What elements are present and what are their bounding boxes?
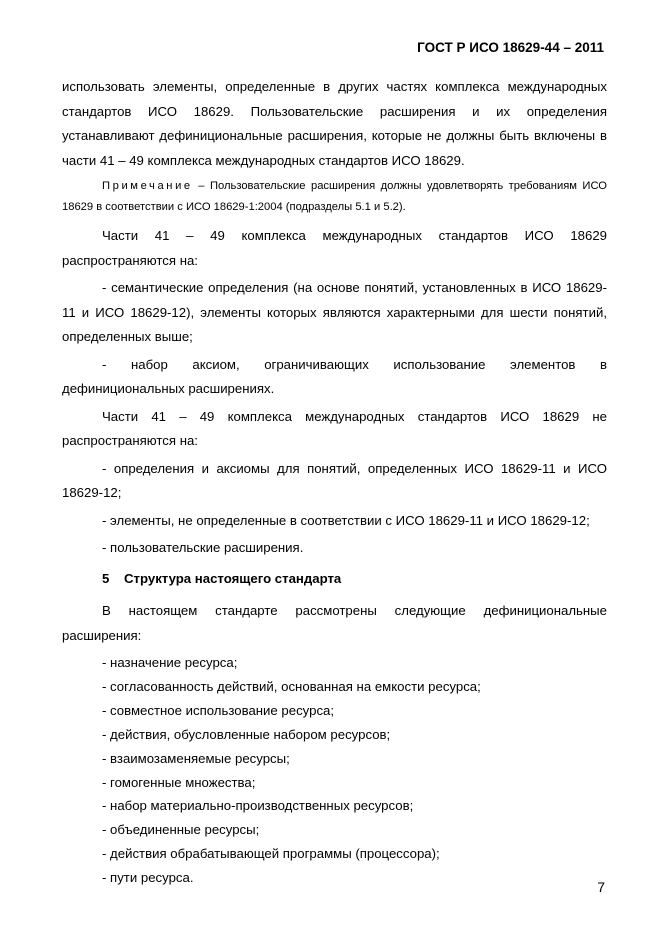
document-header: ГОСТ Р ИСО 18629-44 – 2011 [417,40,604,55]
section-title: Структура настоящего стандарта [124,570,342,586]
scope-out-item: - определения и аксиомы для понятий, определенных ИСО 18629-11 и ИСО 18629-12; [62,460,607,500]
section-intro: В настоящем стандарте рассмотрены следующие дефинициональные расширения: [62,603,607,643]
note [62,176,607,218]
list-item: - объединенные ресурсы; [102,822,260,838]
list-item: - совместное использование ресурса; [102,702,335,718]
scope-out-item: - элементы, не определенные в соответствии с ИСО 18629-11 и ИСО 18629-12; [102,512,590,528]
page-content [62,75,607,890]
list-item: - действия обрабатывающей программы (процессора); [102,846,440,862]
scope-in-item: - набор аксиом, ограничивающих использование элементов в дефинициональных расширениях. [62,356,607,396]
section-heading [62,567,607,592]
list-item: - назначение ресурса; [102,655,238,670]
scope-in-item: - семантические определения (на основе понятий, установленных в ИСО 18629-11 и ИСО 18629-12), элементы которых являются характерными для шести понятий, определенных выше; [62,280,607,344]
page-number: 7 [597,879,605,895]
scope-out-item: - пользовательские расширения. [102,540,304,555]
section-number: 5 [102,570,110,586]
extensions-list [62,651,607,890]
list-item: - набор материально-производственных ресурсов; [102,798,414,814]
scope-in-paragraph: Части 41 – 49 комплекса международных стандартов ИСО 18629 распространяются на: [62,228,607,268]
list-item: - пути ресурса. [102,870,194,886]
scope-out-paragraph: Части 41 – 49 комплекса международных стандартов ИСО 18629 не распространяются на: [62,408,607,448]
paragraph-intro: использовать элементы, определенные в других частях комплекса международных стандартов ИСО 18629. Пользовательские расширения и их определения устанавливают дефинициональные расширения, которые не должны быть включены в части 41 – 49 комплекса международных стандартов ИСО 18629. [62,79,607,168]
list-item: - действия, обусловленные набором ресурсов; [102,726,391,742]
note-label: Примечание [102,180,193,192]
list-item: - гомогенные множества; [102,774,256,790]
list-item: - согласованность действий, основанная на емкости ресурса; [102,678,481,694]
note-text: – Пользовательские расширения должны удовлетворять требованиям ИСО 18629 в соответствии с ИСО 18629-1:2004 (подразделы 5.1 и 5.2). [62,180,607,213]
list-item: - взаимозаменяемые ресурсы; [102,750,290,766]
